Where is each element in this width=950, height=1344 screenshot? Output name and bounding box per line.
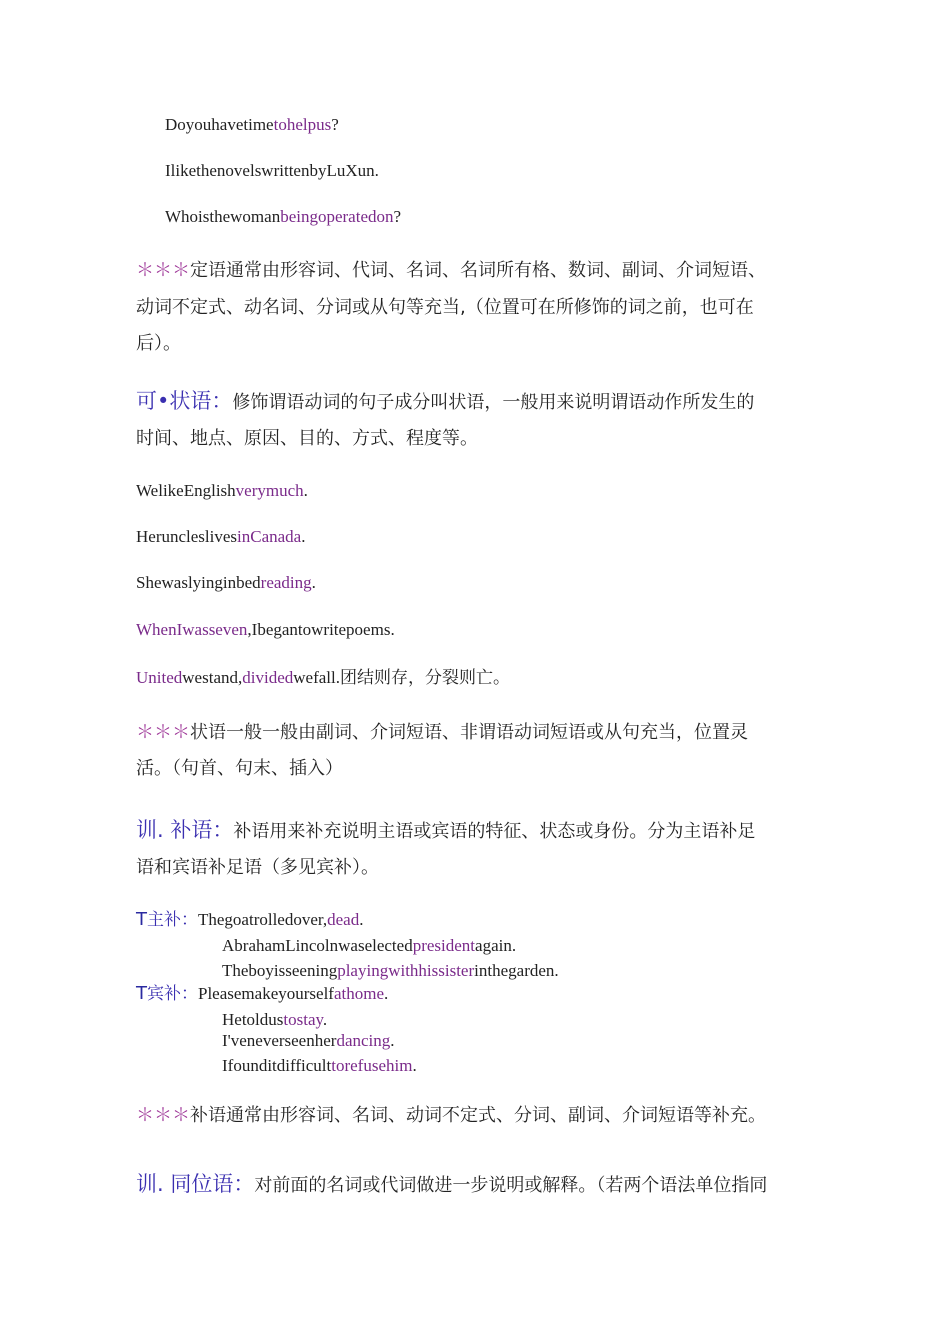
example-sentence [222,1009,327,1031]
sentence-text: AbrahamLincolnwaselected [222,936,413,955]
highlighted-phrase: divided [242,668,294,687]
section-definition: 语和宾语补足语（多见宾补）。 [136,857,379,878]
highlighted-phrase: beingoperatedon [280,207,394,226]
subject-complement-row [136,909,363,931]
note-text: 补语通常由形容词、名词、动词不定式、分词、副词、介词短语等补充。 [190,1105,766,1126]
note-paragraph-line [136,758,343,780]
section-heading-adverbial [136,390,754,414]
example-sentence [222,1055,417,1077]
sentence-text: Hetoldus [222,1010,284,1029]
sentence-text: Theboyisseening [222,961,338,980]
sentence-text: IlikethenovelswrittenbyLuXun. [165,161,379,180]
highlighted-phrase: athome [333,984,384,1003]
note-paragraph-line [136,260,766,282]
section-definition: 修饰谓语动词的句子成分叫状语，一般用来说明谓语动作所发生的 [232,392,755,413]
sentence-text: Thegoatrolledover, [198,910,328,929]
sentence-text: . [359,910,364,929]
highlighted-phrase: WhenIwasseven [136,620,248,639]
sentence-text: WelikeEnglish [136,481,236,500]
highlighted-phrase: reading [260,573,312,592]
note-text: 状语一般一般由副词、介词短语、非谓语动词短语或从句充当，位置灵 [190,722,748,743]
note-paragraph-line [136,333,181,355]
note-paragraph-line [136,297,754,319]
highlighted-phrase: United [136,668,183,687]
sentence-text: ? [331,115,339,134]
highlighted-phrase: verymuch [235,481,304,500]
section-heading-complement [136,819,755,843]
section-title: 训. 补语： [136,818,234,842]
example-sentence [222,935,516,957]
sentence-text: inthegarden. [474,961,559,980]
sentence-text: ,Ibegantowritepoems. [247,620,395,639]
section-title: 可•状语： [136,389,233,413]
note-text: 后）。 [136,333,181,354]
example-sentence [165,114,339,136]
sentence-text: Pleasemakeyourself [198,984,334,1003]
note-text: 动词不定式、动名词、分词或从句等充当,（位置可在所修饰的词之前，也可在 [136,297,754,318]
sentence-text: . [390,1031,395,1050]
sentence-text: . [412,1056,417,1075]
sentence-text: westand, [182,668,243,687]
section-definition: 补语用来补充说明主语或宾语的特征、状态或身份。分为主语补足 [233,821,756,842]
sentence-text: Whoisthewoman [165,207,281,226]
highlighted-phrase: inCanada [237,527,302,546]
example-sentence [165,160,379,182]
example-sentence [222,960,559,982]
section-definition-line [136,428,478,450]
sentence-text: Ifounditdifficult [222,1056,332,1075]
sentence-text: Heruncleslives [136,527,238,546]
highlighted-phrase: playingwithhissister [337,961,475,980]
example-sentence [136,480,308,502]
star-marker: ＊＊＊ [136,260,190,281]
list-label: 主补： [147,910,198,930]
sentence-text: Doyouhavetime [165,115,274,134]
example-sentence [136,572,316,594]
star-marker: ＊＊＊ [136,1105,190,1126]
example-sentence [136,667,510,689]
star-marker: ＊＊＊ [136,722,190,743]
note-text: 定语通常由形容词、代词、名词、名词所有格、数词、副词、介词短语、 [190,260,766,281]
object-complement-row [136,983,388,1005]
sentence-text: . [322,1010,328,1029]
list-marker: T [136,909,147,930]
list-marker: T [136,983,147,1004]
example-sentence [165,206,401,228]
highlighted-phrase: tohelpus [273,115,332,134]
section-title: 训. 同位语： [136,1172,255,1196]
example-sentence [136,619,395,641]
highlighted-phrase: torefusehim [331,1056,413,1075]
section-definition: 时间、地点、原因、目的、方式、程度等。 [136,428,478,449]
sentence-text: Shewaslyinginbed [136,573,261,592]
sentence-text: . [303,481,308,500]
highlighted-phrase: president [412,936,476,955]
sentence-text: . [301,527,306,546]
note-text: 活。（句首、句末、插入） [136,758,343,779]
section-definition-line [136,857,379,879]
section-definition: 对前面的名词或代词做进一步说明或解释。（若两个语法单位指同 [254,1175,768,1196]
sentence-text: ? [393,207,402,226]
highlighted-phrase: dancing [336,1031,391,1050]
sentence-text: again. [475,936,517,955]
highlighted-phrase: dead [327,910,360,929]
example-sentence [136,526,305,548]
example-sentence [222,1030,395,1052]
sentence-text: . [311,573,316,592]
section-heading-appositive [136,1173,767,1197]
sentence-text: . [384,984,389,1003]
list-label: 宾补： [147,984,198,1004]
highlighted-phrase: tostay [283,1010,323,1029]
note-paragraph-line [136,722,748,744]
sentence-text: wefall.团结则存，分裂则亡。 [293,668,510,687]
sentence-text: I'veneverseenher [222,1031,337,1050]
note-paragraph-line [136,1105,766,1127]
